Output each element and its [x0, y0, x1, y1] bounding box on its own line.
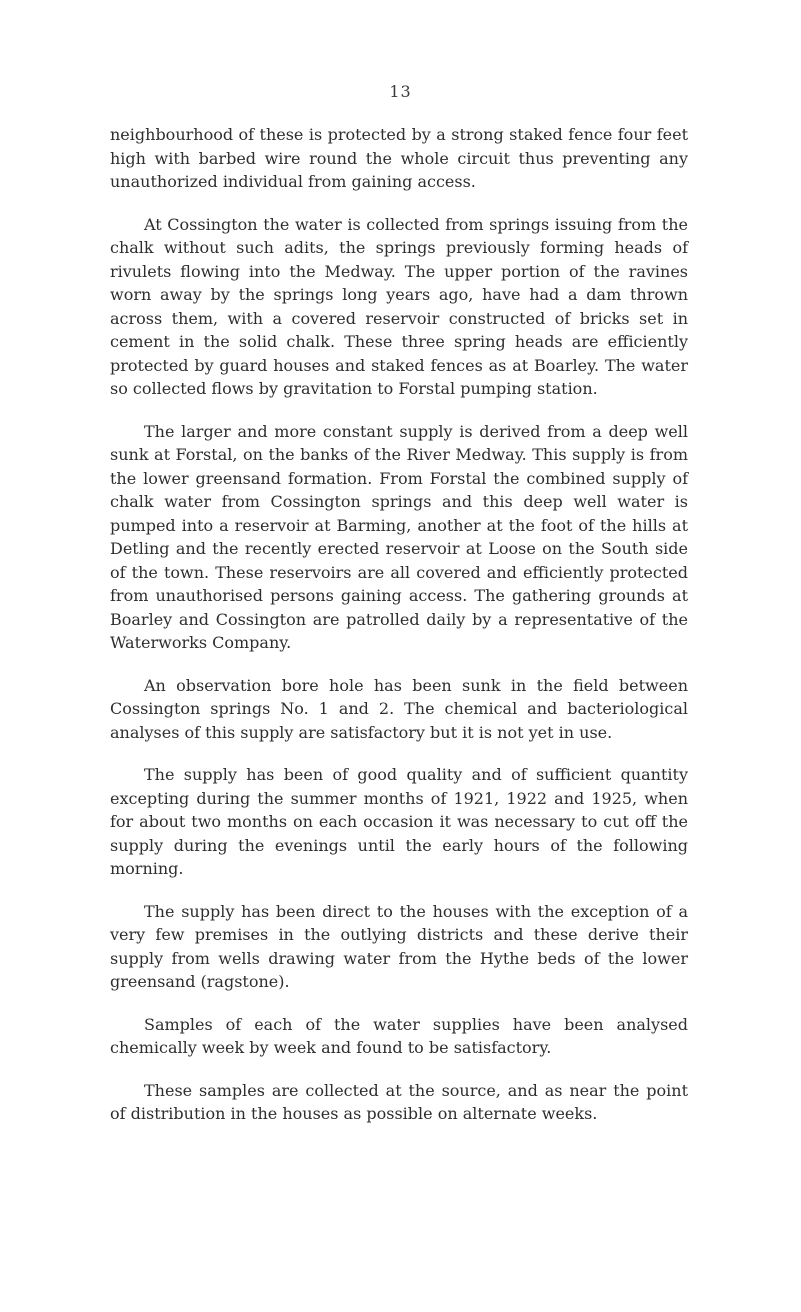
- paragraph-continued: neighbourhood of these is protected by a strong staked fence four feet high with barbed wire round the whole circuit thus preventing any unauthorized individual from gaining access.: [110, 125, 688, 191]
- paragraph-forstal-supply: The larger and more constant supply is derived from a deep well sunk at Forstal, on the banks of the River Medway. This supply is from the lower greensand formation. From Forstal the combined supply of chalk water from Cossington springs and this deep well water is pumped into a reservoir at Barming, another at the foot of the hills at Detling and the recently erected reservoir at Loose on the South side of the town. These reservoirs are all covered and efficiently protected from unauthorised persons gaining access. The gathering grounds at Boarley and Cossington are patrolled daily by a representative of the Waterworks Company.: [110, 421, 688, 652]
- paragraph-bore-hole: An observation bore hole has been sunk in the field between Cossington springs No. 1 and 2. The chemical and bacteriological analyses of this supply are satisfactory but it is not yet in use.: [110, 675, 688, 742]
- paragraph-cossington: At Cossington the water is collected from springs issuing from the chalk without such adits, the springs previously forming heads of rivulets flowing into the Medway. The upper portion of the ravines worn away by the springs long years ago, have had a dam thrown across them, with a covered reservoir constructed of bricks set in cement in the solid chalk. These three spring heads are efficiently protected by guard houses and staked fences as at Boarley. The water so collected flows by gravitation to Forstal pumping station.: [110, 214, 688, 398]
- body-text: [110, 123, 688, 1145]
- paragraph-supply-direct: The supply has been direct to the houses with the exception of a very few premises in the outlying districts and these derive their supply from wells drawing water from the Hythe beds of the lower greensand (ragstone).: [110, 901, 688, 991]
- paragraph-samples-analysed: Samples of each of the water supplies have been analysed chemically week by week and found to be satisfactory.: [110, 1014, 688, 1057]
- paragraph-samples-collected: These samples are collected at the source, and as near the point of distribution in the houses as possible on alternate weeks.: [110, 1080, 688, 1123]
- page-number: 13: [389, 82, 412, 101]
- paragraph-supply-quality: The supply has been of good quality and of sufficient quantity excepting during the summer months of 1921, 1922 and 1925, when for about two months on each occasion it was necessary to cut off the supply during the evenings until the early hours of the following morning.: [110, 765, 688, 878]
